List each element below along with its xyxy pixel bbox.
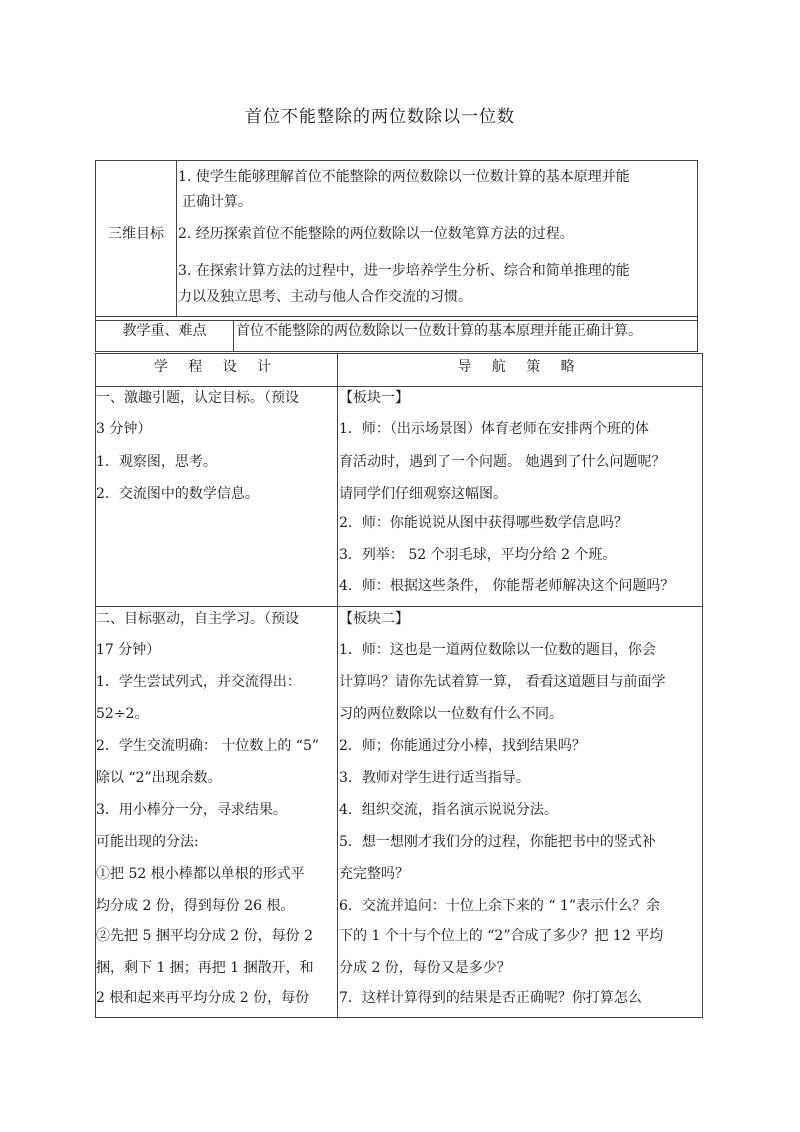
strategy-line: 2．师；你能通过分小棒，找到结果吗？ xyxy=(339,738,586,754)
table-border xyxy=(233,320,234,351)
design-line: 17 分钟） xyxy=(96,642,161,658)
keypoints-text: 首位不能整除的两位数除以一位数计算的基本原理并能正确计算。 xyxy=(236,323,642,339)
design-line: 3．用小棒分一分，寻求结果。 xyxy=(96,802,287,818)
objective-1-line-2: 正确计算。 xyxy=(182,194,252,210)
keypoints-label: 教学重、难点 xyxy=(122,323,207,339)
strategy-line: 计算吗？请你先试着算一算， 看看这道题目与前面学 xyxy=(339,674,666,690)
design-line: 捆，剩下 1 捆；再把 1 捆散开，和 xyxy=(96,960,314,976)
table-border xyxy=(95,606,703,607)
table-border xyxy=(702,353,703,1017)
strategy-line: 1．师：这也是一道两位数除以一位数的题目，你会 xyxy=(339,642,656,658)
strategy-line: 下的 1 个十与个位上的 “2”合成了多少？把 12 平均 xyxy=(339,928,664,944)
strategy-line: 5．想一想刚才我们分的过程，你能把书中的竖式补 xyxy=(339,834,656,850)
table-border xyxy=(95,351,698,352)
design-line: 1．学生尝试列式，并交流得出： xyxy=(96,674,301,690)
table-border xyxy=(176,160,177,316)
document-title: 首位不能整除的两位数除以一位数 xyxy=(245,107,515,127)
strategy-line: 3．教师对学生进行适当指导。 xyxy=(339,770,530,786)
objective-1-line-1: 1. 使学生能够理解首位不能整除的两位数除以一位数计算的基本原理并能 xyxy=(178,169,630,185)
design-line: 2．交流图中的数学信息。 xyxy=(96,486,259,502)
design-line: ①把 52 根小棒都以单根的形式平 xyxy=(96,866,305,882)
objective-3-line-2: 力以及独立思考、主动与他人合作交流的习惯。 xyxy=(178,289,472,305)
strategy-line: 4．组织交流，指名演示说说分法。 xyxy=(339,802,558,818)
design-line: 52÷2。 xyxy=(96,706,149,722)
strategy-line: 充完整吗？ xyxy=(339,866,409,882)
objective-3-line-1: 3. 在探索计算方法的过程中，进一步培养学生分析、综合和简单推理的能 xyxy=(178,263,630,279)
strategy-line: 1．师：（出示场景图）体育老师在安排两个班的体 xyxy=(339,421,649,437)
table-border xyxy=(697,160,698,351)
objectives-label: 三维目标 xyxy=(108,226,164,242)
table-border xyxy=(337,353,338,1017)
design-line: 二、目标驱动，自主学习。（预设 xyxy=(96,611,299,627)
strategy-line: 请同学们仔细观察这幅图。 xyxy=(339,486,507,502)
strategy-line: 6．交流并追问：十位上余下来的 “ 1”表示什么？余 xyxy=(339,898,661,914)
design-line: 1．观察图，思考。 xyxy=(96,454,217,470)
table-border xyxy=(95,316,698,317)
design-line: 一、激趣引题，认定目标。（预设 xyxy=(96,390,299,406)
strategy-header: 导 航 策 略 xyxy=(457,359,583,375)
strategy-line: 育活动时，遇到了一个问题。 她遇到了什么问题呢？ xyxy=(339,454,666,470)
strategy-line: 3．列举： 52 个羽毛球，平均分给 2 个班。 xyxy=(339,547,617,563)
design-line: 2 根和起来再平均分成 2 份，每份 xyxy=(96,990,310,1006)
design-line: 除以 “2”出现余数。 xyxy=(96,770,222,786)
strategy-line: 7．这样计算得到的结果是否正确呢？你打算怎么 xyxy=(339,990,642,1006)
design-line: 2．学生交流明确： 十位数上的 “5” xyxy=(96,738,320,754)
strategy-line: 分成 2 份，每份又是多少？ xyxy=(339,960,511,976)
design-line: 可能出现的分法: xyxy=(96,834,199,850)
table-border xyxy=(95,386,703,387)
table-border xyxy=(95,353,703,354)
table-border xyxy=(95,1017,703,1018)
table-border xyxy=(95,160,698,161)
strategy-line: 【板块二】 xyxy=(339,611,409,627)
objective-2: 2. 经历探索首位不能整除的两位数除以一位数笔算方法的过程。 xyxy=(178,226,574,242)
strategy-line: 习的两位数除以一位数有什么不同。 xyxy=(339,706,563,722)
design-line: 3 分钟） xyxy=(96,421,152,437)
design-line: 均分成 2 份，得到每份 26 根。 xyxy=(96,898,295,914)
design-header: 学 程 设 计 xyxy=(153,359,280,375)
design-line: ②先把 5 捆平均分成 2 份，每份 2 xyxy=(96,928,313,944)
strategy-line: 4．师：根据这些条件， 你能帮老师解决这个问题吗？ xyxy=(339,578,675,594)
strategy-line: 【板块一】 xyxy=(339,390,409,406)
strategy-line: 2．师：你能说说从图中获得哪些数学信息吗？ xyxy=(339,515,628,531)
